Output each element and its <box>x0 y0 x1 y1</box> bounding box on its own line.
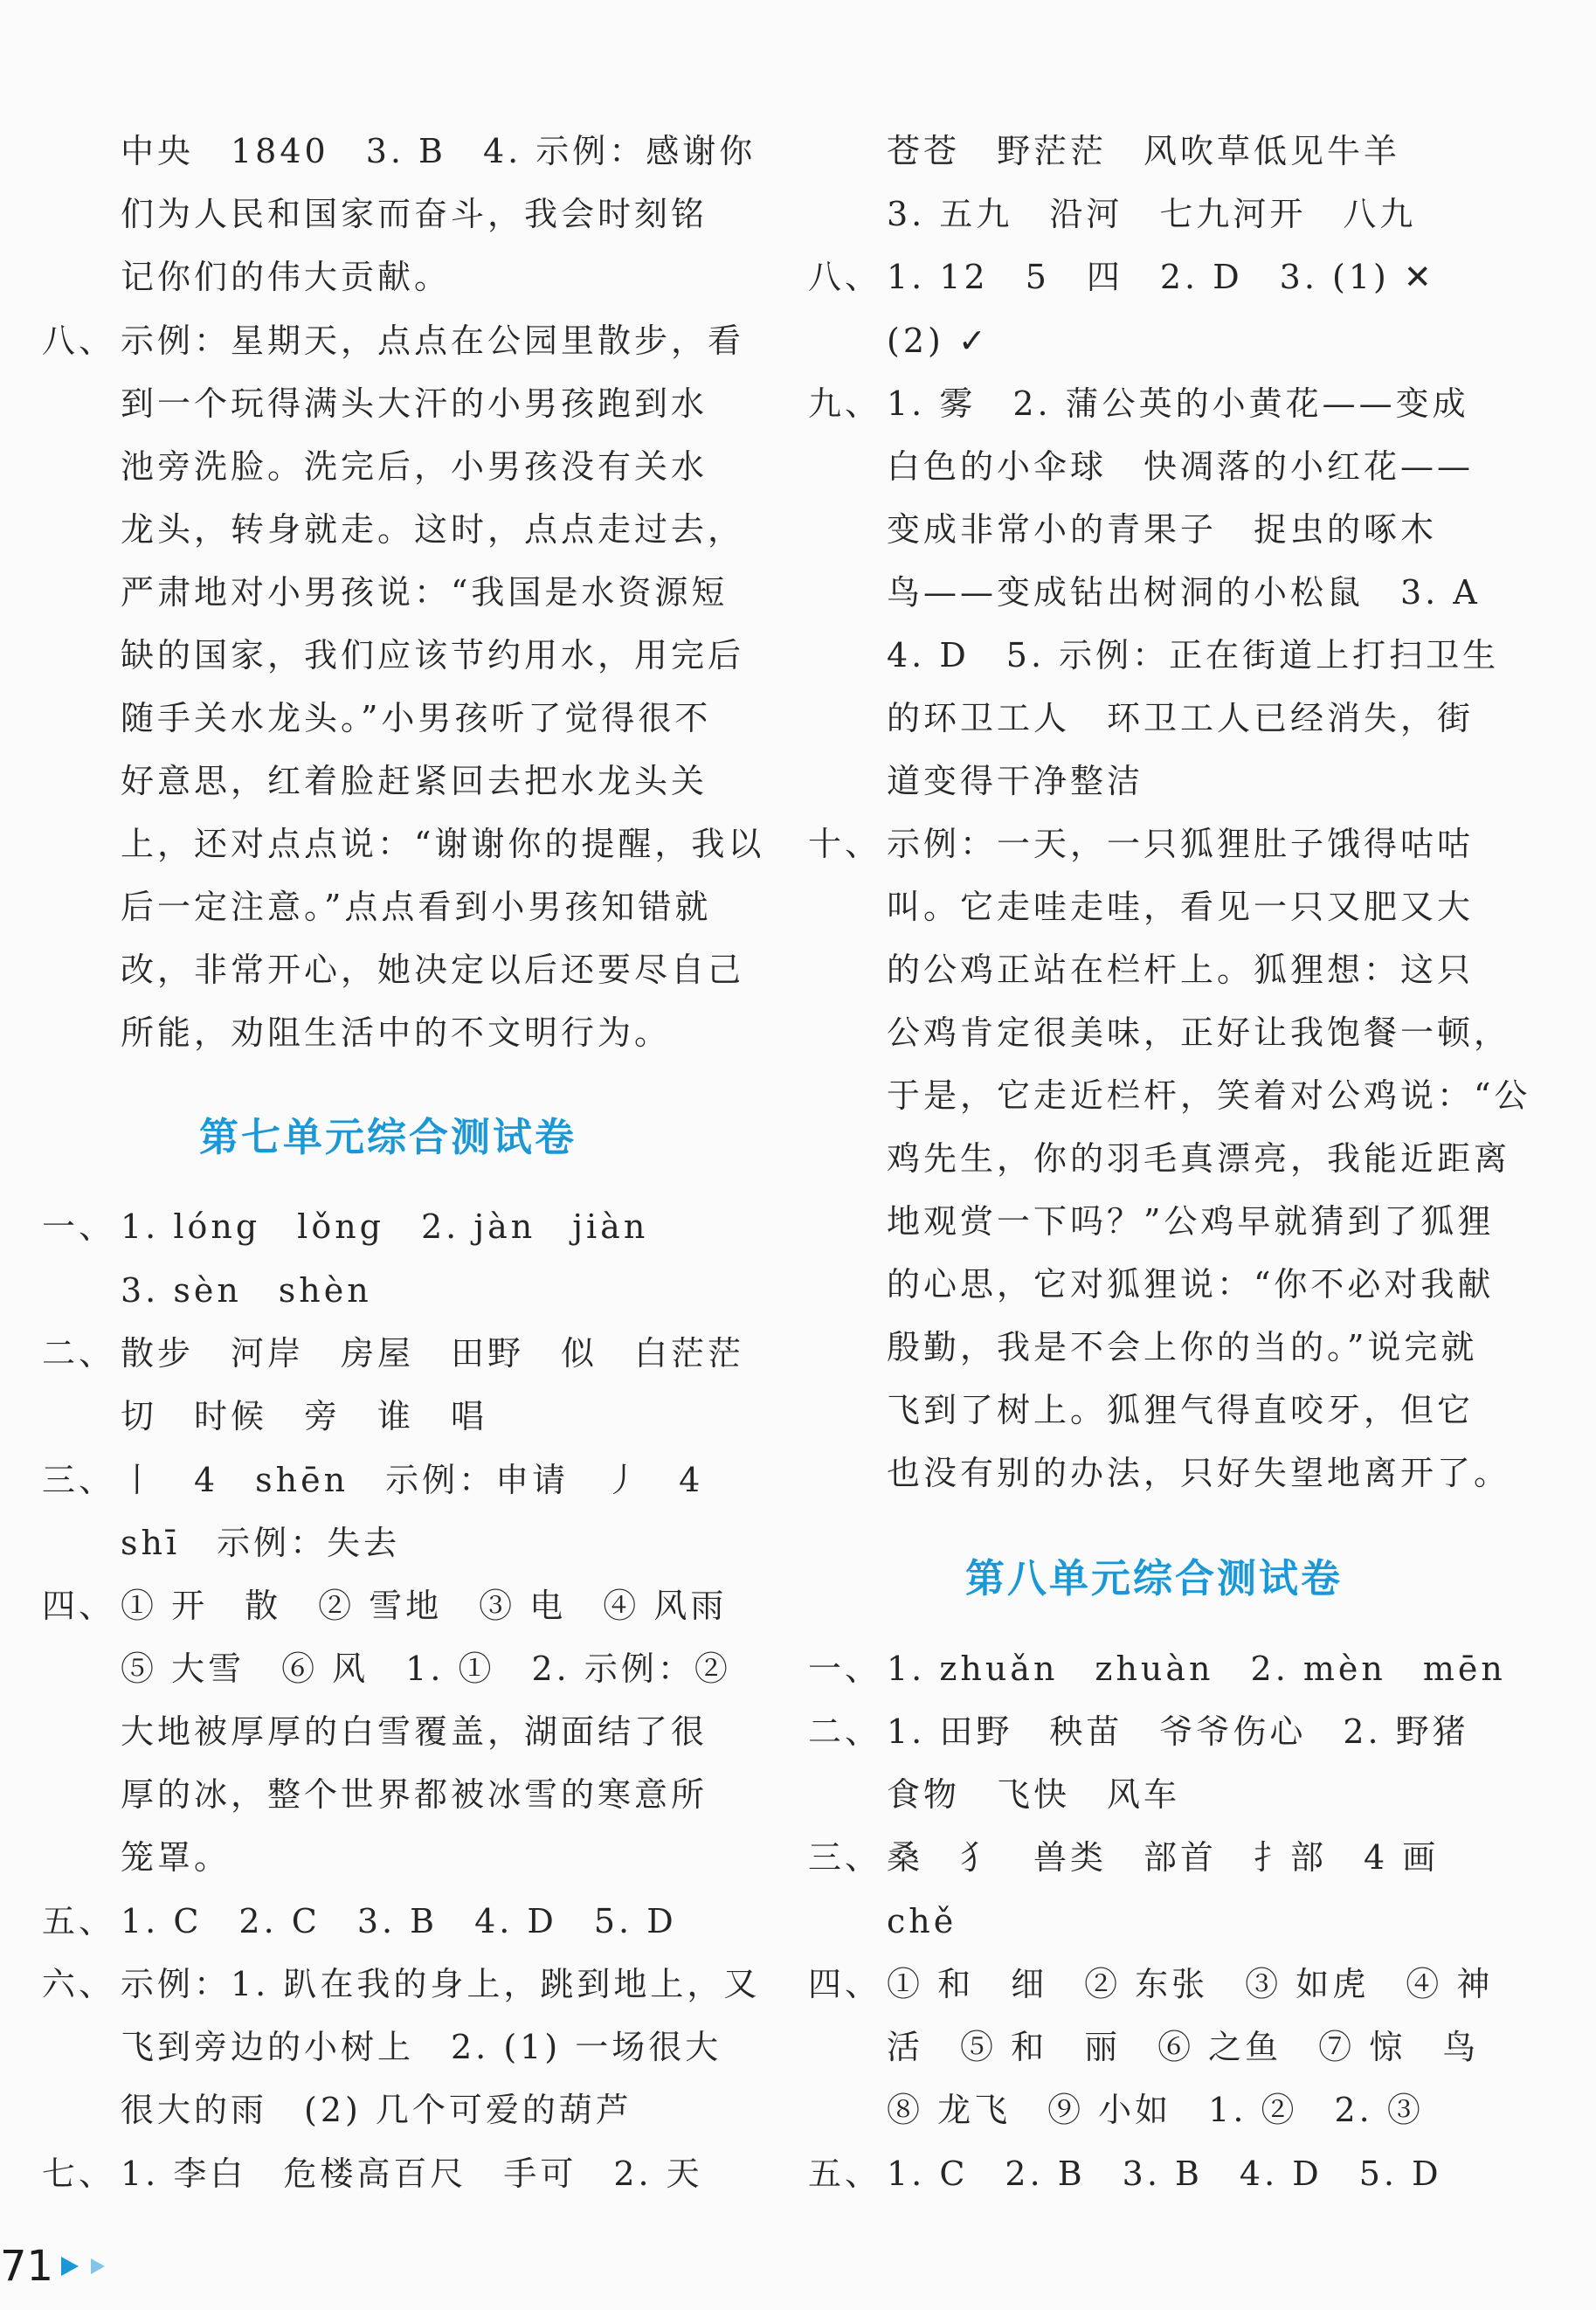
text-line: 上，还对点点说：“谢谢你的提醒，我以 <box>121 825 765 863</box>
section-label: 二、 <box>808 1712 882 1751</box>
text-line: 们为人民和国家而奋斗，我会时刻铭 <box>121 195 708 233</box>
text-line: ① 和 细 ② 东张 ③ 如虎 ④ 神 <box>887 1965 1494 2003</box>
text-line: 龙头，转身就走。这时，点点走过去， <box>121 510 745 549</box>
text-line: 笼罩。 <box>121 1838 231 1877</box>
text-line: 3. 五九 沿河 七九河开 八九 <box>887 195 1417 233</box>
text-line: 桑 犭 兽类 部首 扌部 4 画 <box>887 1838 1440 1877</box>
section-label: 六、 <box>42 1965 116 2003</box>
unit8-heading: 第八单元综合测试卷 <box>965 1555 1344 1601</box>
play-arrow-icon <box>91 2258 105 2274</box>
text-line: 丨 4 shēn 示例：申请 丿 4 <box>121 1461 704 1499</box>
text-line: 活 ⑤ 和 丽 ⑥ 之鱼 ⑦ 惊 鸟 <box>887 2028 1480 2066</box>
section-label: 五、 <box>42 1902 116 1940</box>
text-line: 4. D 5. 示例：正在街道上打扫卫生 <box>887 636 1500 674</box>
section-label: 一、 <box>42 1207 116 1246</box>
text-line: 所能，劝阻生活中的不文明行为。 <box>121 1013 672 1052</box>
text-line: 1. 田野 秧苗 爷爷伤心 2. 野猪 <box>887 1712 1469 1751</box>
text-line: 1. 李白 危楼高百尺 手可 2. 天 <box>121 2154 703 2193</box>
text-line: 白色的小伞球 快凋落的小红花—— <box>887 447 1475 486</box>
text-line: ⑤ 大雪 ⑥ 风 1. ① 2. 示例：② <box>121 1650 731 1688</box>
section-label-9: 九、 <box>808 384 882 423</box>
play-arrow-icon <box>61 2257 79 2276</box>
section-label-8: 八、 <box>808 258 882 296</box>
text-line: 变成非常小的青果子 捉虫的啄木 <box>887 510 1438 549</box>
text-line: 苍苍 野茫茫 风吹草低见牛羊 <box>887 132 1401 170</box>
page-number: 71 <box>0 2242 54 2291</box>
text-line: 记你们的伟大贡献。 <box>121 258 452 296</box>
text-line: 1. C 2. B 3. B 4. D 5. D <box>887 2154 1442 2193</box>
text-line: 1. lóng lǒng 2. jàn jiàn <box>121 1207 649 1246</box>
section-label: 三、 <box>808 1838 882 1877</box>
section-label: 七、 <box>42 2154 116 2193</box>
text-line: ① 开 散 ② 雪地 ③ 电 ④ 风雨 <box>121 1587 728 1625</box>
section-label: 四、 <box>808 1965 882 2003</box>
text-line: 于是，它走近栏杆，笑着对公鸡说：“公 <box>887 1076 1531 1115</box>
section-label: 一、 <box>808 1650 882 1688</box>
text-line: 严肃地对小男孩说：“我国是水资源短 <box>121 573 729 612</box>
text-line: 1. 雾 2. 蒲公英的小黄花——变成 <box>887 384 1469 423</box>
text-line: 的环卫工人 环卫工人已经消失，街 <box>887 699 1475 737</box>
section-label: 五、 <box>808 2154 882 2193</box>
text-line: 随手关水龙头。”小男孩听了觉得很不 <box>121 699 712 737</box>
text-line: 好意思，红着脸赶紧回去把水龙头关 <box>121 762 708 800</box>
text-line: 飞到旁边的小树上 2. (1) 一场很大 <box>121 2028 722 2066</box>
section-label-8: 八、 <box>42 322 116 360</box>
unit7-heading: 第七单元综合测试卷 <box>199 1114 577 1160</box>
text-line: 食物 飞快 风车 <box>887 1775 1181 1814</box>
text-line: 示例：1. 趴在我的身上，跳到地上，又 <box>121 1965 761 2003</box>
text-line: (2) ✓ <box>887 322 990 360</box>
section-label-10: 十、 <box>808 825 882 863</box>
text-line: 殷勤，我是不会上你的当的。”说完就 <box>887 1328 1478 1366</box>
text-line: 的心思，它对狐狸说：“你不必对我献 <box>887 1265 1495 1304</box>
text-line: 鸡先生，你的羽毛真漂亮，我能近距离 <box>887 1139 1511 1178</box>
text-line: 厚的冰，整个世界都被冰雪的寒意所 <box>121 1775 708 1814</box>
text-line: 1. 12 5 四 2. D 3. (1) ✕ <box>887 258 1435 296</box>
text-line: 改，非常开心，她决定以后还要尽自己 <box>121 951 745 989</box>
section-label: 二、 <box>42 1334 116 1373</box>
section-label: 四、 <box>42 1587 116 1625</box>
text-line: 很大的雨 (2) 几个可爱的葫芦 <box>121 2091 632 2129</box>
text-line: chě <box>887 1902 957 1940</box>
text-line: 缺的国家，我们应该节约用水，用完后 <box>121 636 745 674</box>
text-line: 示例：星期天，点点在公园里散步，看 <box>121 322 745 360</box>
text-line: 到一个玩得满头大汗的小男孩跑到水 <box>121 384 708 423</box>
text-line: 池旁洗脸。洗完后，小男孩没有关水 <box>121 447 708 486</box>
text-line: 大地被厚厚的白雪覆盖，湖面结了很 <box>121 1712 708 1751</box>
section-label: 三、 <box>42 1461 116 1499</box>
text-line: 鸟——变成钻出树洞的小松鼠 3. A <box>887 573 1481 612</box>
text-line: 后一定注意。”点点看到小男孩知错就 <box>121 888 712 926</box>
text-line: 中央 1840 3. B 4. 示例：感谢你 <box>121 132 757 170</box>
text-line: 叫。它走哇走哇，看见一只又肥又大 <box>887 888 1475 926</box>
text-line: 3. sèn shèn <box>121 1271 372 1310</box>
text-line: 示例：一天，一只狐狸肚子饿得咕咕 <box>887 825 1475 863</box>
text-line: 1. C 2. C 3. B 4. D 5. D <box>121 1902 677 1940</box>
text-line: ⑧ 龙飞 ⑨ 小如 1. ② 2. ③ <box>887 2091 1424 2129</box>
text-line: shī 示例：失去 <box>121 1524 401 1562</box>
text-line: 也没有别的办法，只好失望地离开了。 <box>887 1454 1511 1492</box>
text-line: 道变得干净整洁 <box>887 762 1144 800</box>
text-line: 飞到了树上。狐狸气得直咬牙，但它 <box>887 1391 1475 1429</box>
text-line: 的公鸡正站在栏杆上。狐狸想：这只 <box>887 951 1475 989</box>
text-line: 地观赏一下吗？”公鸡早就猜到了狐狸 <box>887 1202 1495 1241</box>
text-line: 切 时候 旁 谁 唱 <box>121 1397 488 1435</box>
text-line: 公鸡肯定很美味，正好让我饱餐一顿， <box>887 1013 1511 1052</box>
text-line: 散步 河岸 房屋 田野 似 白茫茫 <box>121 1334 745 1373</box>
text-line: 1. zhuǎn zhuàn 2. mèn mēn <box>887 1650 1506 1688</box>
